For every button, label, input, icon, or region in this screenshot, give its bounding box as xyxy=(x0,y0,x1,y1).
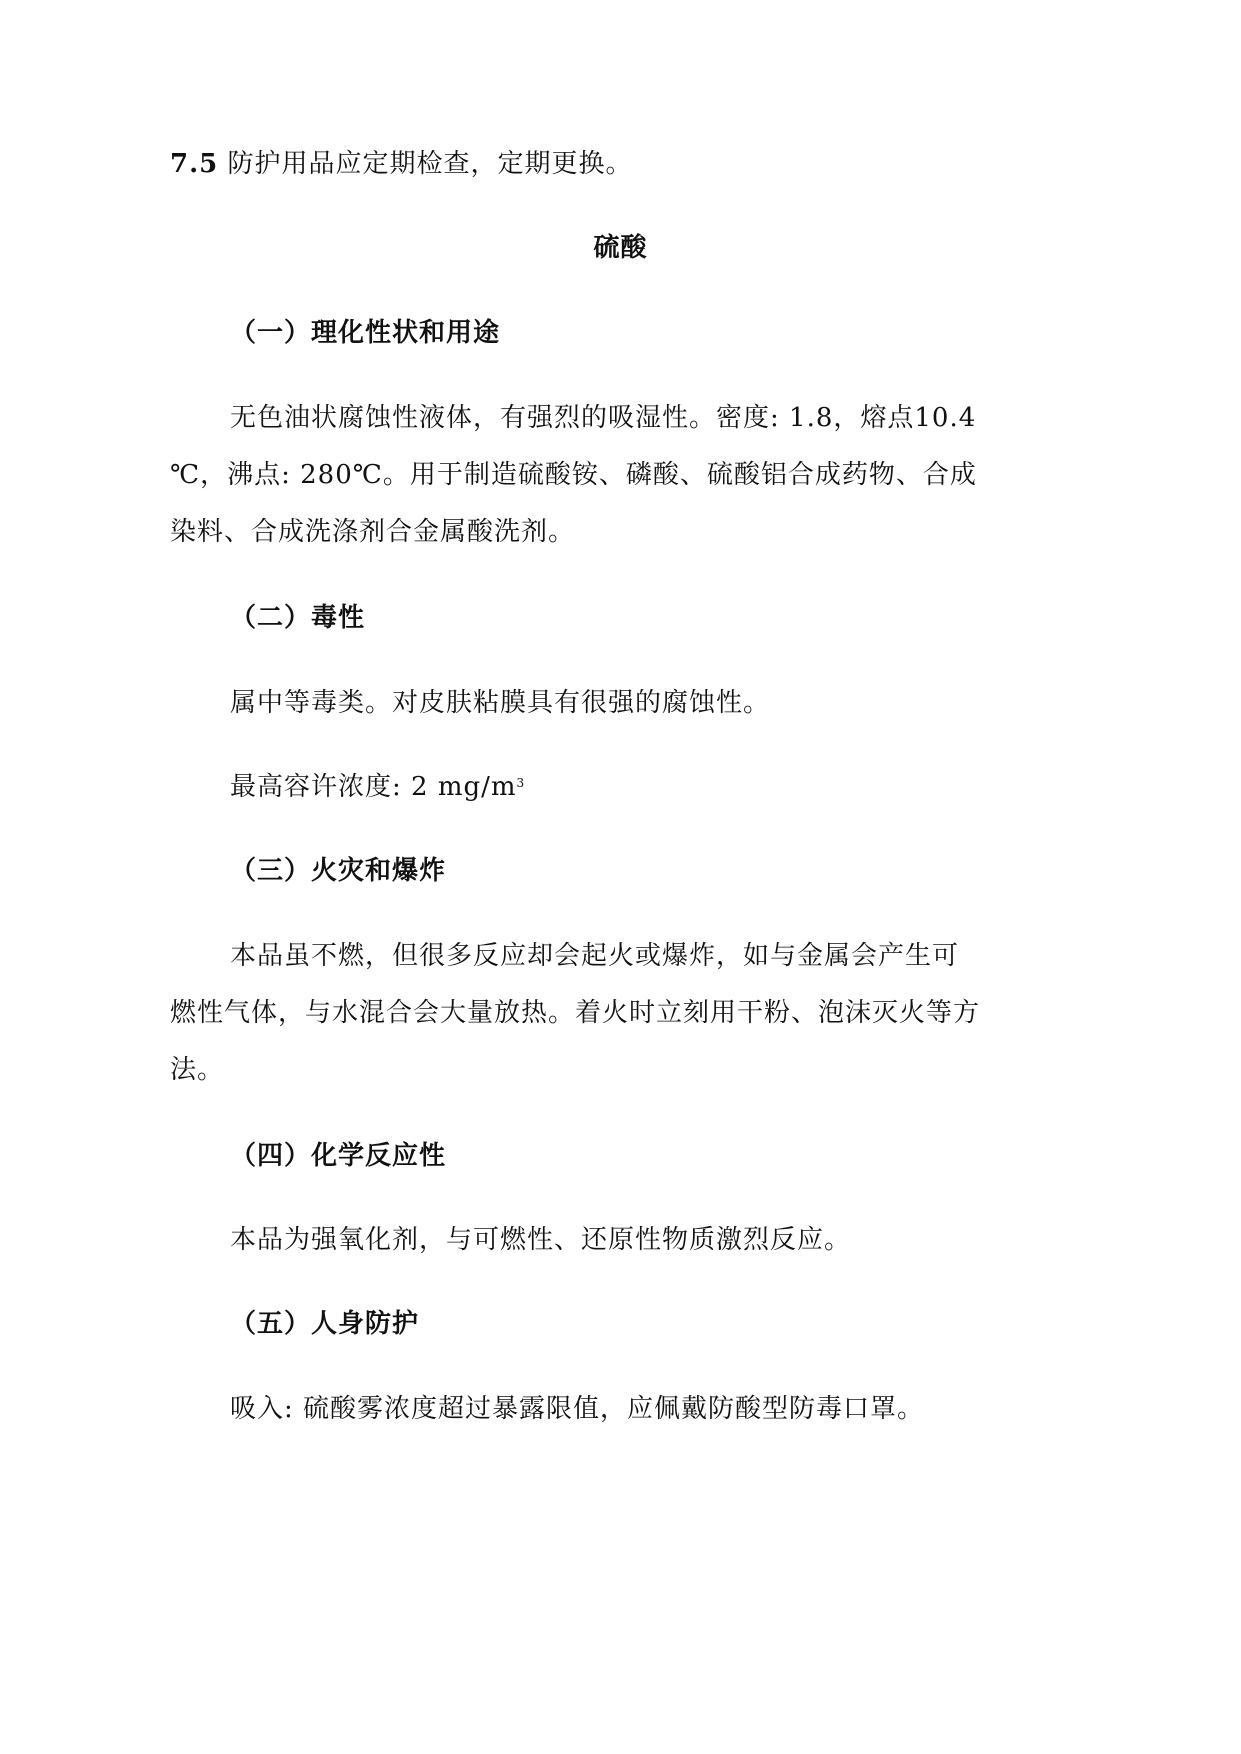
document-title: 硫酸 xyxy=(593,233,648,263)
section-heading-2: （二）毒性 xyxy=(230,603,366,633)
section-heading-5: （五）人身防护 xyxy=(230,1309,420,1339)
section-3-line-3: 法。 xyxy=(170,1055,225,1085)
max-concentration-text: 最高容许浓度: 2 mg/m xyxy=(230,772,517,802)
section-3-line-2: 燃性气体，与水混合会大量放热。着火时立刻用干粉、泡沫灭火等方 xyxy=(170,998,981,1028)
unit-superscript: 3 xyxy=(516,776,526,790)
section-3-line-1: 本品虽不燃，但很多反应却会起火或爆炸，如与金属会产生可 xyxy=(230,941,960,971)
clause-7-5 xyxy=(170,147,633,181)
section-heading-3: （三）火灾和爆炸 xyxy=(230,856,447,886)
section-heading-1: （一）理化性状和用途 xyxy=(230,318,501,348)
section-4-line-1: 本品为强氧化剂，与可燃性、还原性物质激烈反应。 xyxy=(230,1225,852,1255)
section-1-line-2: ℃，沸点: 280℃。用于制造硫酸铵、磷酸、硫酸铝合成药物、合成 xyxy=(170,460,977,490)
clause-text: 防护用品应定期检查，定期更换。 xyxy=(227,149,633,179)
section-2-line-2 xyxy=(230,770,525,804)
clause-number: 7.5 xyxy=(170,149,219,179)
section-5-line-1: 吸入: 硫酸雾浓度超过暴露限值，应佩戴防酸型防毒口罩。 xyxy=(230,1394,925,1424)
section-1-line-3: 染料、合成洗涤剂合金属酸洗剂。 xyxy=(170,517,576,547)
section-1-line-1: 无色油状腐蚀性液体，有强烈的吸湿性。密度: 1.8，熔点10.4 xyxy=(230,403,977,433)
section-heading-4: （四）化学反应性 xyxy=(230,1141,447,1171)
section-2-line-1: 属中等毒类。对皮肤粘膜具有很强的腐蚀性。 xyxy=(230,688,771,718)
